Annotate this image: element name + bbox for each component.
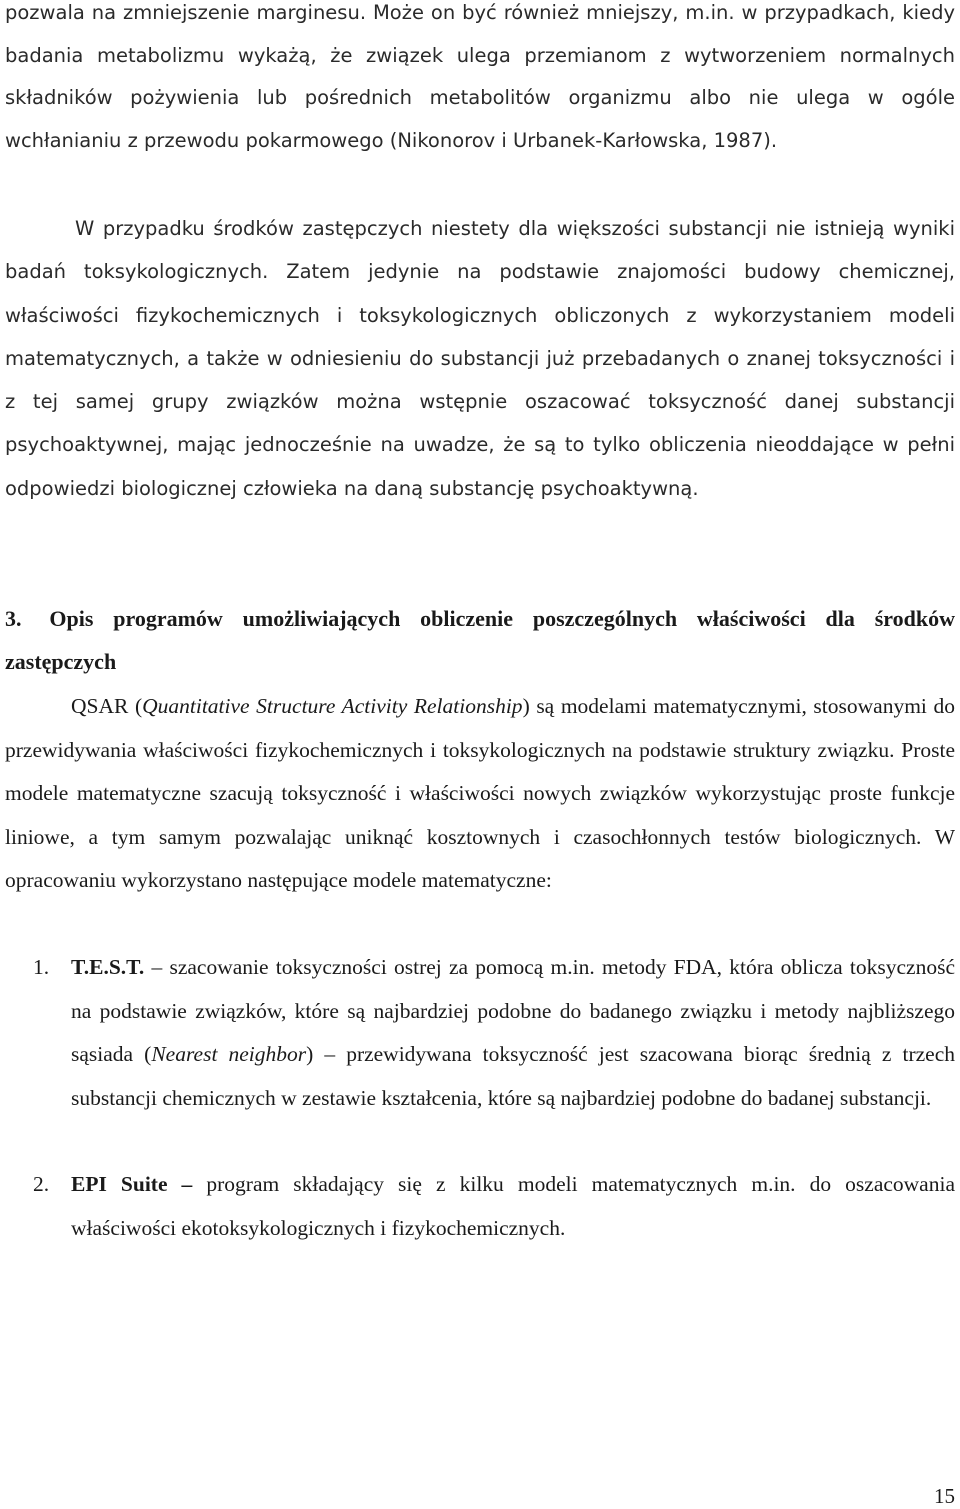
section-number: 3. bbox=[5, 606, 22, 631]
list-item-term: T.E.S.T. bbox=[71, 955, 145, 979]
list-item-description: program składający się z kilku modeli matematycznych m.in. do oszacowania właściwości ekotoksykologicznych i fizykochemicznych. bbox=[71, 1172, 955, 1240]
section-heading bbox=[5, 597, 955, 683]
section-title: Opis programów umożliwiających obliczenie poszczególnych właściwości dla środków zastępczych bbox=[5, 606, 956, 674]
qsar-text-start: QSAR ( bbox=[71, 694, 143, 718]
list-marker: 2. bbox=[33, 1172, 50, 1196]
list-item bbox=[5, 1163, 955, 1250]
list-item-text bbox=[71, 1163, 955, 1250]
list-item bbox=[5, 946, 955, 1120]
page-number: 15 bbox=[934, 1484, 955, 1508]
qsar-text-end: ) są modelami matematycznymi, stosowanymi do przewidywania właściwości fizykochemicznych i toksykologicznych na podstawie struktury związku. Proste modele matematyczne szacują toksyczność i właściwości nowych związków wykorzystując proste funkcje liniowe, a tym samym pozwalając uniknąć kosztownych i czasochłonnych testów biologicznych. W opracowaniu wykorzystano następujące modele matematyczne: bbox=[5, 694, 955, 892]
qsar-expansion: Quantitative Structure Activity Relationship bbox=[142, 694, 523, 718]
paragraph-substitutes-toxicity: W przypadku środków zastępczych niestety dla większości substancji nie istnieją wyniki badań toksykologicznych. Zatem jedynie na podstawie znajomości budowy chemicznej, właściwości fizykochemicznych i toksykologicznych obliczonych z wykorzystaniem modeli matematycznych, a także w odniesieniu do substancji już przebadanych o znanej toksyczności i z tej samej grupy związków można wstępnie oszacować toksyczność danej substancji psychoaktywnej, mając jednocześnie na uwadze, że są to tylko obliczenia nieoddające w pełni odpowiedzi biologicznej człowieka na daną substancję psychoaktywną. bbox=[5, 217, 955, 500]
list-item-text bbox=[71, 946, 955, 1120]
paragraph-metabolism: pozwala na zmniejszenie marginesu. Może on być również mniejszy, m.in. w przypadkach, kiedy badania metabolizmu wykażą, że związek ulega przemianom z wytworzeniem normalnych składników pożywienia lub pośrednich metabolitów organizmu albo nie ulega w ogóle wchłanianiu z przewodu pokarmowego (Nikonorov i Urbanek-Karłowska, 1987). bbox=[5, 1, 955, 152]
list-item-term: EPI Suite – bbox=[71, 1172, 193, 1196]
paragraph-qsar bbox=[5, 685, 955, 903]
list-item-description-end: ) – przewidywana toksyczność jest szacowana biorąc średnią z trzech substancji chemicznych w zestawie kształcenia, które są najbardziej podobne do badanej substancji. bbox=[71, 1042, 955, 1110]
document-page bbox=[5, 0, 955, 1509]
list-item-italic-term: Nearest neighbor bbox=[151, 1042, 307, 1066]
list-marker: 1. bbox=[33, 955, 50, 979]
list-item-description: – szacowanie toksyczności ostrej za pomocą m.in. metody FDA, która oblicza toksyczność na podstawie związków, które są najbardziej podobne do badanego związku i metody najbliższego sąsiada ( bbox=[71, 955, 955, 1066]
